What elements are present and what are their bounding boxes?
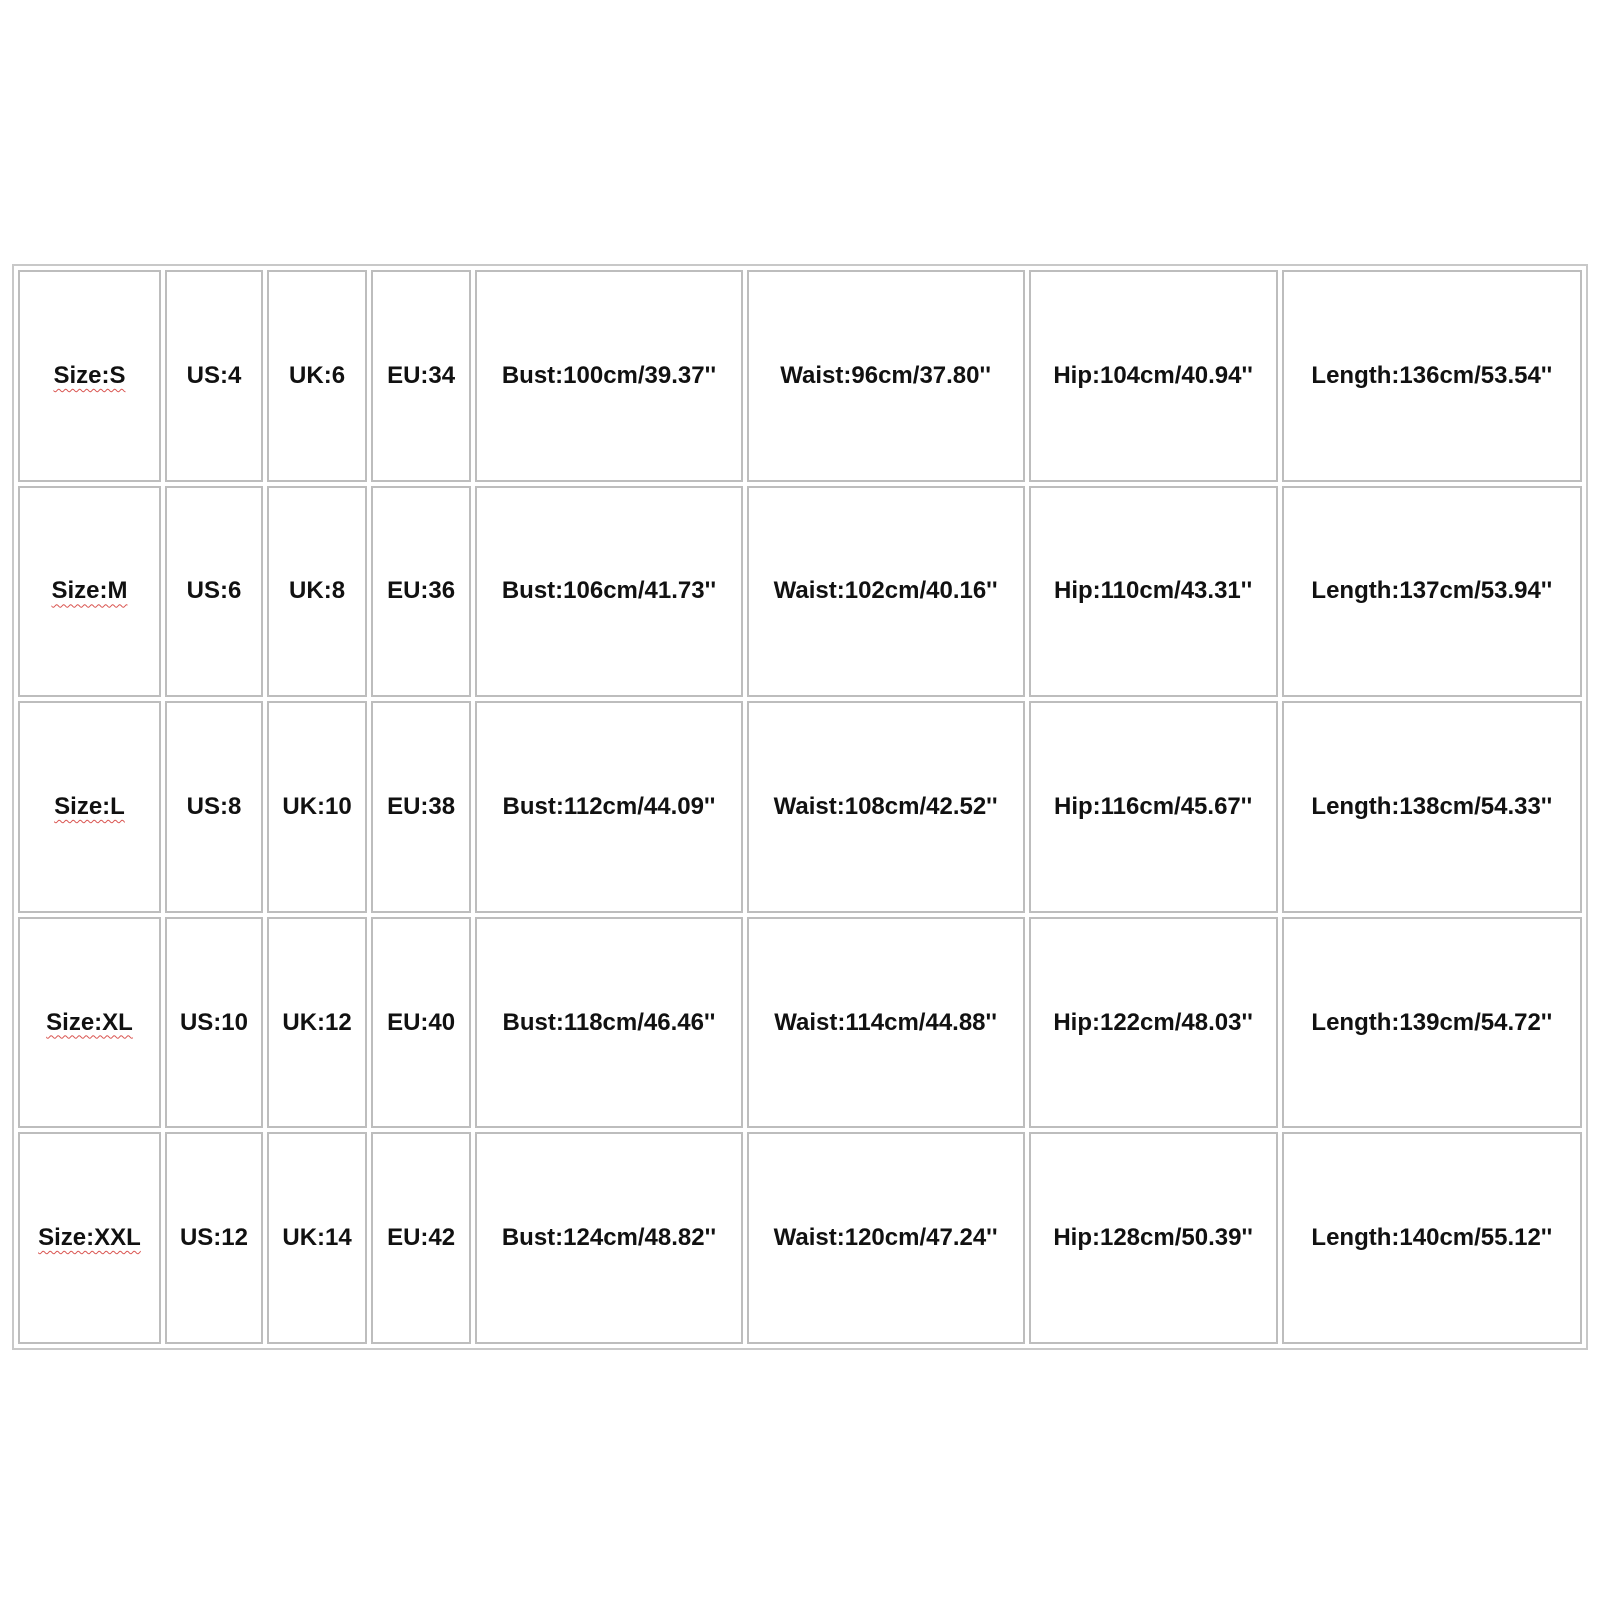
waist-cell: Waist:96cm/37.80'' (747, 270, 1025, 482)
size-label: Size:L (54, 792, 125, 820)
table-row (18, 701, 1582, 913)
size-cell (18, 1132, 161, 1344)
size-cell (18, 701, 161, 913)
size-cell (18, 486, 161, 698)
uk-size-cell: UK:10 (267, 701, 367, 913)
length-cell: Length:137cm/53.94'' (1282, 486, 1582, 698)
table-row (18, 486, 1582, 698)
us-size-cell: US:12 (165, 1132, 263, 1344)
size-label: Size:S (53, 361, 126, 389)
waist-cell: Waist:120cm/47.24'' (747, 1132, 1025, 1344)
waist-cell: Waist:114cm/44.88'' (747, 917, 1025, 1129)
eu-size-cell: EU:34 (371, 270, 471, 482)
eu-size-cell: EU:38 (371, 701, 471, 913)
bust-cell: Bust:106cm/41.73'' (475, 486, 743, 698)
bust-cell: Bust:124cm/48.82'' (475, 1132, 743, 1344)
hip-cell: Hip:122cm/48.03'' (1029, 917, 1278, 1129)
size-cell (18, 917, 161, 1129)
uk-size-cell: UK:14 (267, 1132, 367, 1344)
length-cell: Length:139cm/54.72'' (1282, 917, 1582, 1129)
bust-cell: Bust:118cm/46.46'' (475, 917, 743, 1129)
size-label: Size:XXL (38, 1224, 141, 1252)
length-cell: Length:138cm/54.33'' (1282, 701, 1582, 913)
hip-cell: Hip:104cm/40.94'' (1029, 270, 1278, 482)
length-cell: Length:136cm/53.54'' (1282, 270, 1582, 482)
us-size-cell: US:8 (165, 701, 263, 913)
table-row (18, 1132, 1582, 1344)
uk-size-cell: UK:12 (267, 917, 367, 1129)
hip-cell: Hip:116cm/45.67'' (1029, 701, 1278, 913)
us-size-cell: US:6 (165, 486, 263, 698)
size-label: Size:XL (46, 1008, 133, 1036)
hip-cell: Hip:110cm/43.31'' (1029, 486, 1278, 698)
table-row (18, 917, 1582, 1129)
uk-size-cell: UK:6 (267, 270, 367, 482)
bust-cell: Bust:100cm/39.37'' (475, 270, 743, 482)
us-size-cell: US:4 (165, 270, 263, 482)
us-size-cell: US:10 (165, 917, 263, 1129)
eu-size-cell: EU:40 (371, 917, 471, 1129)
waist-cell: Waist:108cm/42.52'' (747, 701, 1025, 913)
size-cell (18, 270, 161, 482)
size-label: Size:M (51, 577, 128, 605)
eu-size-cell: EU:36 (371, 486, 471, 698)
hip-cell: Hip:128cm/50.39'' (1029, 1132, 1278, 1344)
uk-size-cell: UK:8 (267, 486, 367, 698)
table-row (18, 270, 1582, 482)
waist-cell: Waist:102cm/40.16'' (747, 486, 1025, 698)
bust-cell: Bust:112cm/44.09'' (475, 701, 743, 913)
length-cell: Length:140cm/55.12'' (1282, 1132, 1582, 1344)
eu-size-cell: EU:42 (371, 1132, 471, 1344)
size-chart-table (12, 264, 1588, 1350)
